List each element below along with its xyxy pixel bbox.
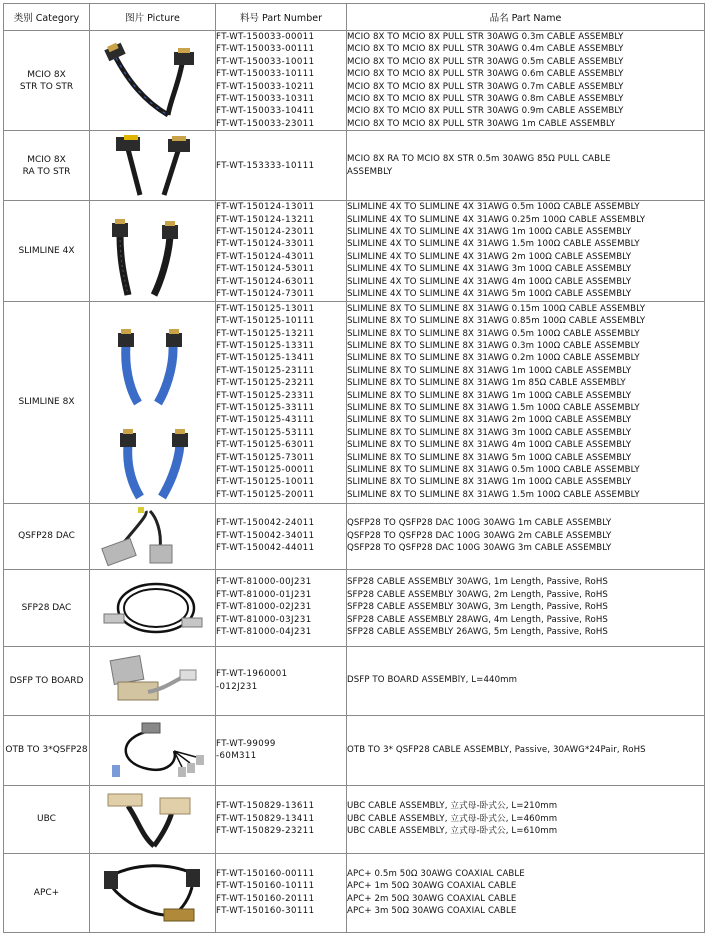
part-number-cell — [216, 301, 347, 503]
part-number: FT-WT-150125-43111 — [216, 415, 315, 426]
part-number: FT-WT-150124-73011 — [216, 289, 315, 300]
cable-picture — [90, 785, 216, 853]
part-number: FT-WT-150125-00011 — [216, 465, 315, 476]
part-number: FT-WT-150124-43011 — [216, 251, 315, 262]
part-name: SLIMLINE 8X TO SLIMLINE 8X 31AWG 1.5m 100Ω CABLE ASSEMBLY — [347, 489, 640, 500]
category-cell: QSFP28 DAC — [4, 503, 90, 569]
part-name: SLIMLINE 8X TO SLIMLINE 8X 31AWG 5m 100Ω CABLE ASSEMBLY — [347, 452, 632, 463]
catalog-row — [4, 31, 705, 131]
part-name: MCIO 8X TO MCIO 8X PULL STR 30AWG 0.8m CABLE ASSEMBLY — [347, 94, 624, 105]
part-name: APC+ 1m 50Ω 30AWG COAXIAL CABLE — [347, 881, 517, 892]
part-number: FT-WT-153333-10111 — [216, 160, 315, 171]
part-name: SLIMLINE 8X TO SLIMLINE 8X 31AWG 0.5m 100Ω CABLE ASSEMBLY — [347, 328, 640, 339]
part-name: SLIMLINE 8X TO SLIMLINE 8X 31AWG 1m 100Ω CABLE ASSEMBLY — [347, 365, 632, 376]
cable-picture — [90, 301, 216, 503]
part-number: FT-WT-150125-13411 — [216, 353, 315, 364]
part-number: FT-WT-150042-24011 — [216, 518, 315, 529]
part-number: FT-WT-150160-10111 — [216, 881, 315, 892]
catalog-row — [4, 201, 705, 301]
cable-picture — [90, 31, 216, 131]
part-name: MCIO 8X TO MCIO 8X PULL STR 30AWG 0.6m CABLE ASSEMBLY — [347, 69, 624, 80]
part-number: FT-WT-150125-53111 — [216, 427, 315, 438]
part-name: OTB TO 3* QSFP28 CABLE ASSEMBLY, Passive, 30AWG*24Pair, RoHS — [347, 744, 646, 755]
part-name-cell — [347, 785, 705, 853]
part-name: DSFP TO BOARD ASSEMBlY, L=440mm — [347, 675, 518, 686]
part-name: SLIMLINE 8X TO SLIMLINE 8X 31AWG 1m 85Ω CABLE ASSEMBLY — [347, 378, 626, 389]
part-name: SLIMLINE 4X TO SLIMLINE 4X 31AWG 1m 100Ω CABLE ASSEMBLY — [347, 227, 632, 238]
header-category: 类别 Category — [4, 4, 90, 31]
part-name: UBC CABLE ASSEMBLY, 立式母-卧式公, L=460mm — [347, 813, 558, 824]
part-number-cell — [216, 131, 347, 201]
catalog-row — [4, 503, 705, 569]
part-number: FT-WT-150033-10011 — [216, 56, 315, 67]
part-name: SLIMLINE 8X TO SLIMLINE 8X 31AWG 0.3m 100Ω CABLE ASSEMBLY — [347, 340, 640, 351]
part-number: FT-WT-150124-63011 — [216, 276, 315, 287]
part-name: MCIO 8X TO MCIO 8X PULL STR 30AWG 0.4m CABLE ASSEMBLY — [347, 44, 624, 55]
part-number: FT-WT-150160-20111 — [216, 893, 315, 904]
part-name: MCIO 8X RA TO MCIO 8X STR 0.5m 30AWG 85Ω PULL CABLE — [347, 154, 611, 165]
part-name: SLIMLINE 8X TO SLIMLINE 8X 31AWG 0.2m 100Ω CABLE ASSEMBLY — [347, 353, 640, 364]
part-number-cell — [216, 201, 347, 301]
part-name: SLIMLINE 4X TO SLIMLINE 4X 31AWG 0.25m 100Ω CABLE ASSEMBLY — [347, 214, 646, 225]
part-name: APC+ 3m 50Ω 30AWG COAXIAL CABLE — [347, 905, 517, 916]
part-number: FT-WT-150033-10411 — [216, 106, 315, 117]
cable-picture — [90, 853, 216, 932]
part-number: FT-WT-150125-13011 — [216, 303, 315, 314]
catalog-row — [4, 646, 705, 715]
part-number: FT-WT-150033-10311 — [216, 94, 315, 105]
cable-picture — [90, 503, 216, 569]
part-name: UBC CABLE ASSEMBLY, 立式母-卧式公, L=610mm — [347, 826, 558, 837]
part-name: SFP28 CABLE ASSEMBLY 26AWG, 5m Length, Passive, RoHS — [347, 627, 608, 638]
part-number: FT-WT-150042-44011 — [216, 543, 315, 554]
part-number: FT-WT-150125-10111 — [216, 316, 315, 327]
part-number: FT-WT-150124-23011 — [216, 227, 315, 238]
part-name: SFP28 CABLE ASSEMBLY 30AWG, 3m Length, Passive, RoHS — [347, 602, 608, 613]
part-name-cell — [347, 569, 705, 646]
part-name: SLIMLINE 8X TO SLIMLINE 8X 31AWG 1m 100Ω CABLE ASSEMBLY — [347, 390, 632, 401]
catalog-row — [4, 853, 705, 932]
part-number-cell — [216, 569, 347, 646]
part-number: FT-WT-150125-13211 — [216, 328, 315, 339]
part-name-cell — [347, 201, 705, 301]
part-name: SLIMLINE 8X TO SLIMLINE 8X 31AWG 0.5m 100Ω CABLE ASSEMBLY — [347, 465, 640, 476]
part-name: SLIMLINE 4X TO SLIMLINE 4X 31AWG 4m 100Ω CABLE ASSEMBLY — [347, 276, 632, 287]
part-number: FT-WT-150125-20011 — [216, 489, 315, 500]
part-name-cell — [347, 301, 705, 503]
category-cell: OTB TO 3*QSFP28 — [4, 715, 90, 785]
category-cell: DSFP TO BOARD — [4, 646, 90, 715]
part-name: MCIO 8X TO MCIO 8X PULL STR 30AWG 1m CABLE ASSEMBLY — [347, 118, 616, 129]
part-number: FT-WT-150125-23111 — [216, 365, 315, 376]
category-cell: MCIO 8X STR TO STR — [4, 31, 90, 131]
part-number: FT-WT-150829-23211 — [216, 826, 315, 837]
part-number: FT-WT-150042-34011 — [216, 530, 315, 541]
cable-picture — [90, 715, 216, 785]
part-name: SLIMLINE 8X TO SLIMLINE 8X 31AWG 3m 100Ω CABLE ASSEMBLY — [347, 427, 632, 438]
catalog-row — [4, 131, 705, 201]
part-name: SLIMLINE 8X TO SLIMLINE 8X 31AWG 0.85m 100Ω CABLE ASSEMBLY — [347, 316, 646, 327]
part-number: FT-WT-150033-10211 — [216, 81, 315, 92]
part-number: FT-WT-150124-53011 — [216, 264, 315, 275]
catalog-row — [4, 785, 705, 853]
part-name: SFP28 CABLE ASSEMBLY 30AWG, 2m Length, Passive, RoHS — [347, 589, 608, 600]
category-cell: APC+ — [4, 853, 90, 932]
part-name: SFP28 CABLE ASSEMBLY 28AWG, 4m Length, Passive, RoHS — [347, 614, 608, 625]
part-name: SLIMLINE 8X TO SLIMLINE 8X 31AWG 4m 100Ω CABLE ASSEMBLY — [347, 440, 632, 451]
part-number: FT-WT-150125-23211 — [216, 378, 315, 389]
part-name: MCIO 8X TO MCIO 8X PULL STR 30AWG 0.7m CABLE ASSEMBLY — [347, 81, 624, 92]
part-name: SLIMLINE 4X TO SLIMLINE 4X 31AWG 2m 100Ω CABLE ASSEMBLY — [347, 251, 632, 262]
part-number: FT-WT-150125-23311 — [216, 390, 315, 401]
category-cell: UBC — [4, 785, 90, 853]
part-name: QSFP28 TO QSFP28 DAC 100G 30AWG 1m CABLE ASSEMBLY — [347, 518, 612, 529]
part-number: FT-WT-150125-63011 — [216, 440, 315, 451]
part-name: SLIMLINE 4X TO SLIMLINE 4X 31AWG 1.5m 100Ω CABLE ASSEMBLY — [347, 239, 640, 250]
cable-picture — [90, 131, 216, 201]
part-name: SLIMLINE 8X TO SLIMLINE 8X 31AWG 0.15m 100Ω CABLE ASSEMBLY — [347, 303, 646, 314]
part-name: SLIMLINE 8X TO SLIMLINE 8X 31AWG 1m 100Ω CABLE ASSEMBLY — [347, 477, 632, 488]
part-number: FT-WT-150033-10111 — [216, 69, 315, 80]
part-name: SLIMLINE 8X TO SLIMLINE 8X 31AWG 1.5m 100Ω CABLE ASSEMBLY — [347, 403, 640, 413]
part-number: FT-WT-150829-13611 — [216, 801, 315, 812]
category-cell: MCIO 8X RA TO STR — [4, 131, 90, 201]
part-name: MCIO 8X TO MCIO 8X PULL STR 30AWG 0.5m CABLE ASSEMBLY — [347, 56, 624, 67]
part-name-cell — [347, 715, 705, 785]
part-name-cell — [347, 31, 705, 131]
part-number-cell — [216, 785, 347, 853]
cable-picture — [90, 646, 216, 715]
part-number: FT-WT-150033-00111 — [216, 44, 315, 55]
catalog-row — [4, 715, 705, 785]
part-number: FT-WT-150125-10011 — [216, 477, 315, 488]
part-name: SFP28 CABLE ASSEMBLY 30AWG, 1m Length, Passive, RoHS — [347, 577, 608, 588]
part-name-cell — [347, 131, 705, 201]
part-number: FT-WT-150829-13411 — [216, 813, 315, 824]
part-name: SLIMLINE 4X TO SLIMLINE 4X 31AWG 3m 100Ω CABLE ASSEMBLY — [347, 264, 632, 275]
part-number-cell — [216, 31, 347, 131]
part-number: FT-WT-81000-01J231 — [216, 589, 312, 600]
header-picture: 图片 Picture — [90, 4, 216, 31]
part-number: FT-WT-150125-33111 — [216, 403, 315, 413]
catalog-row — [4, 569, 705, 646]
part-number: -012J231 — [216, 681, 258, 692]
category-cell: SLIMLINE 4X — [4, 201, 90, 301]
part-number: FT-WT-150033-23011 — [216, 118, 315, 129]
header-row — [4, 4, 705, 31]
part-number: FT-WT-150033-00011 — [216, 32, 315, 42]
cable-picture — [90, 201, 216, 301]
part-number-cell — [216, 853, 347, 932]
part-number-cell — [216, 646, 347, 715]
part-number: FT-WT-81000-02J231 — [216, 602, 312, 613]
part-name-cell — [347, 646, 705, 715]
part-number: FT-WT-1960001 — [216, 669, 288, 680]
part-name: APC+ 2m 50Ω 30AWG COAXIAL CABLE — [347, 893, 517, 904]
part-name-cell — [347, 503, 705, 569]
part-number: FT-WT-150160-00111 — [216, 868, 315, 879]
header-part-number: 料号 Part Number — [216, 4, 347, 31]
catalog-row — [4, 301, 705, 503]
part-number: FT-WT-81000-00J231 — [216, 577, 312, 588]
part-number: FT-WT-99099 — [216, 738, 276, 749]
category-cell: SFP28 DAC — [4, 569, 90, 646]
part-number: FT-WT-150125-73011 — [216, 452, 315, 463]
part-name: APC+ 0.5m 50Ω 30AWG COAXIAL CABLE — [347, 868, 525, 879]
cable-picture — [90, 569, 216, 646]
part-name: MCIO 8X TO MCIO 8X PULL STR 30AWG 0.9m CABLE ASSEMBLY — [347, 106, 624, 117]
part-name: MCIO 8X TO MCIO 8X PULL STR 30AWG 0.3m CABLE ASSEMBLY — [347, 32, 624, 42]
part-name: SLIMLINE 8X TO SLIMLINE 8X 31AWG 2m 100Ω CABLE ASSEMBLY — [347, 415, 632, 426]
part-number: FT-WT-81000-04J231 — [216, 627, 312, 638]
part-number-cell — [216, 503, 347, 569]
part-name: UBC CABLE ASSEMBLY, 立式母-卧式公, L=210mm — [347, 801, 558, 812]
part-number: FT-WT-150124-33011 — [216, 239, 315, 250]
part-number: -60M311 — [216, 751, 257, 761]
part-name: SLIMLINE 4X TO SLIMLINE 4X 31AWG 0.5m 100Ω CABLE ASSEMBLY — [347, 202, 640, 213]
part-number: FT-WT-150124-13011 — [216, 202, 315, 213]
category-cell: SLIMLINE 8X — [4, 301, 90, 503]
part-name: SLIMLINE 4X TO SLIMLINE 4X 31AWG 5m 100Ω CABLE ASSEMBLY — [347, 289, 632, 300]
part-number: FT-WT-150125-13311 — [216, 340, 315, 351]
part-number: FT-WT-81000-03J231 — [216, 614, 312, 625]
part-name: QSFP28 TO QSFP28 DAC 100G 30AWG 2m CABLE ASSEMBLY — [347, 530, 612, 541]
product-catalog-table — [3, 3, 705, 933]
part-number: FT-WT-150160-30111 — [216, 905, 315, 916]
part-name: QSFP28 TO QSFP28 DAC 100G 30AWG 3m CABLE ASSEMBLY — [347, 543, 612, 554]
part-name-cell — [347, 853, 705, 932]
header-part-name: 品名 Part Name — [347, 4, 705, 31]
part-number-cell — [216, 715, 347, 785]
part-number: FT-WT-150124-13211 — [216, 214, 315, 225]
part-name: ASSEMBLY — [347, 166, 393, 177]
